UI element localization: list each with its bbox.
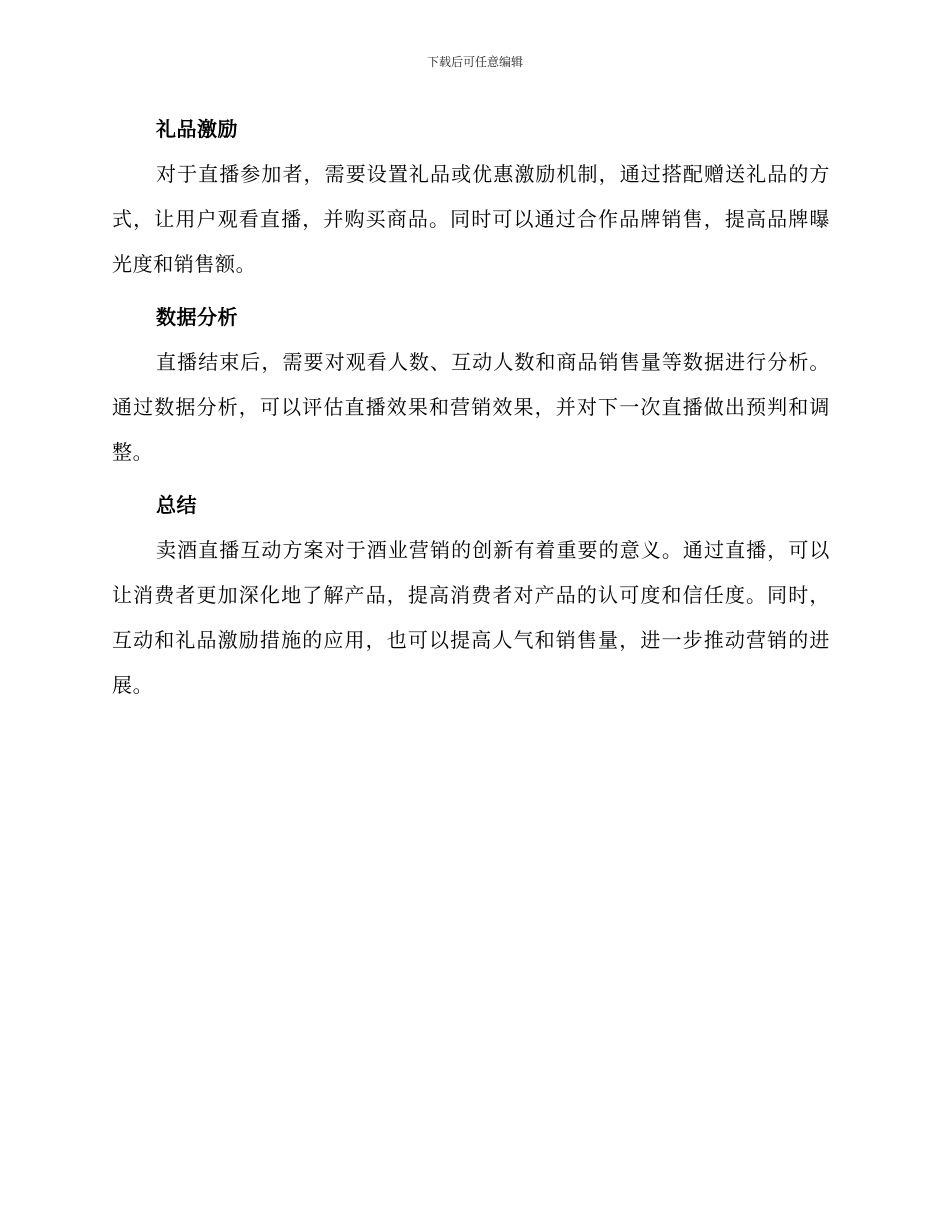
section-paragraph-data-analysis: 直播结束后，需要对观看人数、互动人数和商品销售量等数据进行分析。通过数据分析，可以评估直播效果和营销效果，并对下一次直播做出预判和调整。 [112, 350, 830, 464]
section-paragraph-gift-incentive: 对于直播参加者，需要设置礼品或优惠激励机制，通过搭配赠送礼品的方式，让用户观看直播，并购买商品。同时可以通过合作品牌销售，提高品牌曝光度和销售额。 [112, 162, 830, 276]
section-heading-data-analysis: 数据分析 [156, 305, 238, 329]
document-body [112, 107, 830, 716]
page-header: 下载后可任意编辑 [426, 55, 523, 69]
section-heading-summary: 总结 [156, 493, 197, 517]
section-heading-gift-incentive: 礼品激励 [156, 117, 238, 141]
section-paragraph-summary: 卖酒直播互动方案对于酒业营销的创新有着重要的意义。通过直播，可以让消费者更加深化地了解产品，提高消费者对产品的认可度和信任度。同时，互动和礼品激励措施的应用，也可以提高人气和销售量，进一步推动营销的进展。 [112, 538, 830, 697]
